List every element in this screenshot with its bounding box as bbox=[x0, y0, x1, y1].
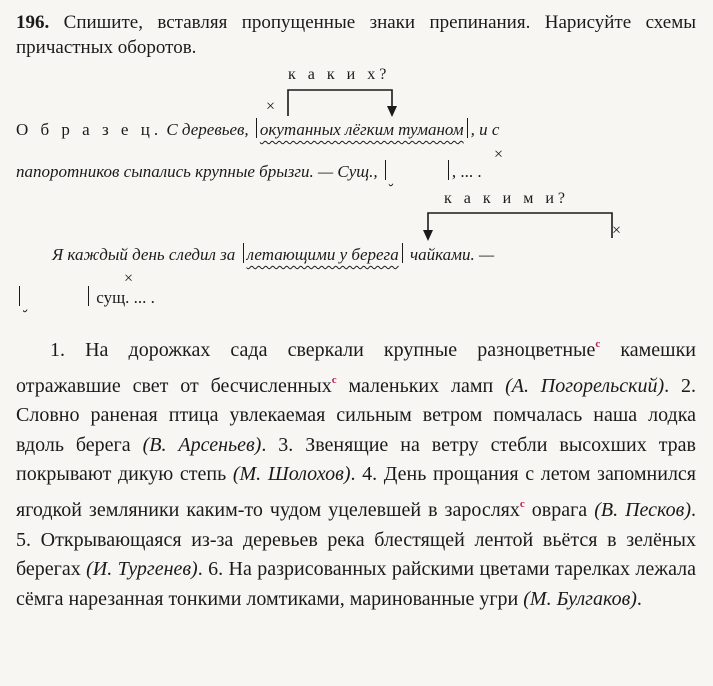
sentence-4-end: оврага bbox=[524, 498, 595, 521]
sentence-1-end: маленьких ламп bbox=[336, 374, 506, 397]
task-text: Спишите, вставляя пропущенные знаки препинания. Нарисуйте схемы причастных оборотов. bbox=[16, 12, 697, 58]
arrow-line bbox=[428, 213, 612, 238]
example-sentence-cont: , и с bbox=[470, 120, 500, 139]
cross-mark: × bbox=[494, 146, 504, 163]
example2-start: Я каждый день следил за bbox=[52, 245, 236, 264]
example-line-1 bbox=[16, 118, 499, 140]
arrow-line bbox=[288, 90, 392, 116]
exercise-text bbox=[16, 330, 696, 614]
task-number: 196. bbox=[16, 12, 50, 33]
author: (В. Арсеньев) bbox=[142, 433, 262, 456]
noun-abbr: сущ. bbox=[96, 288, 130, 307]
example-line-3 bbox=[52, 243, 494, 265]
question-kakih: к а к и х? bbox=[288, 66, 391, 83]
arrowhead bbox=[387, 106, 397, 117]
final-period: . bbox=[636, 587, 642, 610]
cross-mark: × bbox=[124, 270, 134, 287]
example-line-4 bbox=[16, 286, 155, 308]
sentence-5: . 5. Открывающаяся из-за деревьев река блестящей лентой вьётся в зелёных берегах bbox=[16, 498, 696, 581]
sentence-4: . 4. День прощания с летом запомнился ягодкой земляники каким-то чудом уцелевшей в зарослях bbox=[16, 463, 696, 521]
author: (М. Булгаков) bbox=[523, 587, 637, 610]
arrowhead bbox=[423, 230, 433, 241]
example-sentence-line2: папоротников сыпались крупные брызги. — Сущ., bbox=[16, 162, 378, 181]
author: (М. Шолохов) bbox=[232, 463, 351, 486]
author: (В. Песков) bbox=[594, 498, 691, 521]
task-instruction bbox=[16, 10, 696, 60]
sentence-6: . 6. На разрисованных райскими цветами тарелках лежала сёмга нарезанная тонкими ломтиками, маринованные угри bbox=[16, 558, 696, 610]
question-kakimi: к а к и м и? bbox=[444, 190, 569, 207]
marker-c: с bbox=[519, 497, 525, 510]
sentence-2: . 2. Словно раненая птица увлекаемая сильным ветром помчалась наша лодка вдоль берега bbox=[16, 374, 696, 456]
cross-mark: × bbox=[266, 98, 276, 115]
participial-phrase-1: окутанных лёгким туманом bbox=[259, 120, 464, 139]
author: (А. Погорельский) bbox=[505, 374, 665, 397]
sentence-1-cont: камешки отражавшие свет от бесчисленных bbox=[16, 339, 696, 397]
sentence-1: 1. На дорожках сада сверкали крупные разноцветные bbox=[50, 339, 596, 361]
scheme-ellipsis: ... . bbox=[133, 288, 155, 307]
example-sentence-start: С деревьев, bbox=[166, 120, 249, 139]
example2-end: чайками. — bbox=[409, 245, 495, 264]
example-label: О б р а з е ц. bbox=[16, 120, 163, 139]
marker-c: с bbox=[331, 373, 337, 386]
marker-c: с bbox=[595, 338, 601, 350]
example-line-2 bbox=[16, 160, 482, 182]
sentence-3: . 3. Звенящие на ветру стебли высохших трав покрывают дикую степь bbox=[16, 433, 696, 486]
participial-phrase-2: летающими у берега bbox=[246, 245, 399, 264]
cross-mark: × bbox=[612, 222, 622, 239]
author: (И. Тургенев) bbox=[86, 558, 198, 581]
scheme-ellipsis: , ... . bbox=[451, 162, 482, 181]
